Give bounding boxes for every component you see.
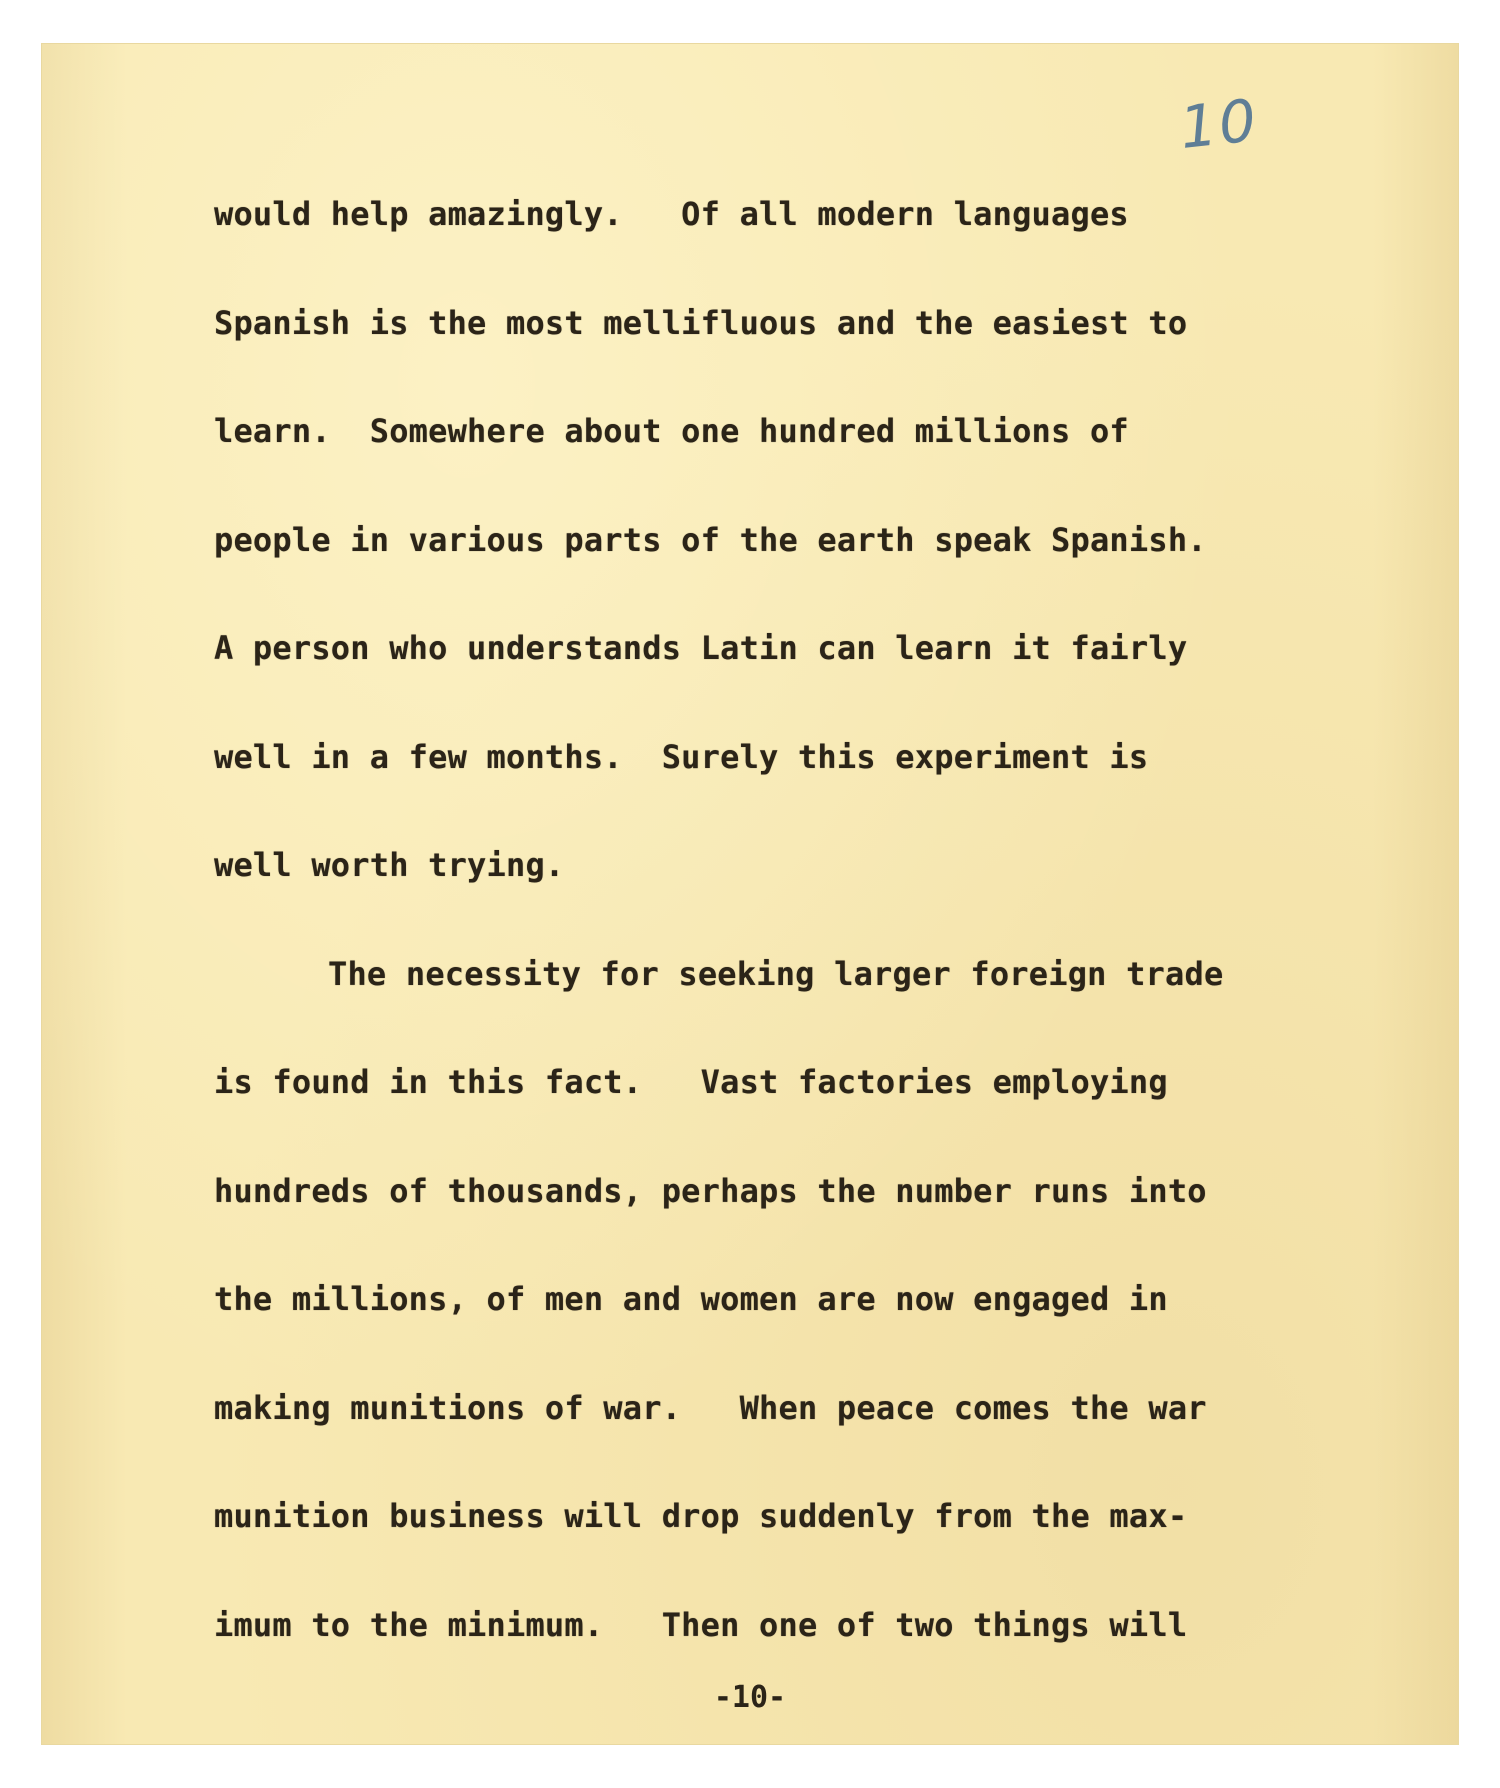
text-line: making munitions of war. When peace comes the war [214, 1388, 1207, 1427]
page-number-footer: -10- [713, 1680, 787, 1715]
text-line: people in various parts of the earth speak Spanish. [214, 520, 1207, 559]
text-line: hundreds of thousands, perhaps the number runs into [214, 1171, 1207, 1210]
text-line: the millions, of men and women are now engaged in [214, 1280, 1168, 1318]
text-line: imum to the minimum. Then one of two things will [214, 1605, 1188, 1644]
text-line: well worth trying. [214, 846, 565, 884]
text-line: A person who understands Latin can learn it fairly [214, 629, 1188, 667]
text-line: learn. Somewhere about one hundred millions of [214, 412, 1129, 450]
text-line: Spanish is the most mellifluous and the easiest to [214, 303, 1188, 342]
text-line: munition business will drop suddenly from the max- [214, 1497, 1188, 1535]
paragraph-start-line: The necessity for seeking larger foreign trade [328, 954, 1224, 993]
text-line: would help amazingly. Of all modern languages [214, 195, 1129, 233]
text-line: well in a few months. Surely this experiment is [214, 737, 1149, 776]
handwritten-page-number: 10 [1176, 86, 1262, 162]
typed-body-text [214, 196, 1354, 1715]
text-line: is found in this fact. Vast factories employing [214, 1063, 1168, 1101]
